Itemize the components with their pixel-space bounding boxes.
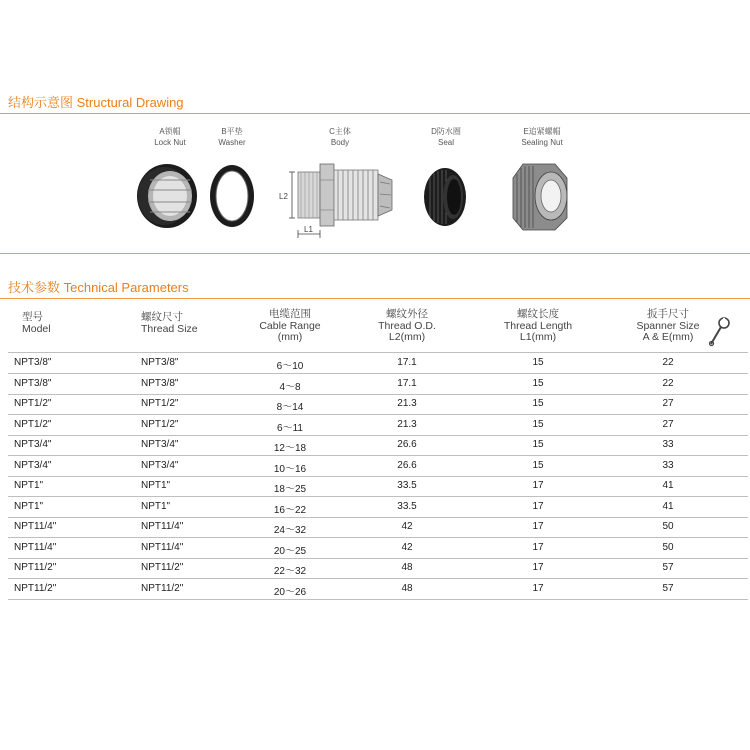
part-body-label bbox=[305, 126, 375, 148]
wrench-icon bbox=[708, 316, 732, 348]
table-cell: 27 bbox=[662, 418, 674, 430]
table-row bbox=[8, 353, 748, 374]
table-row bbox=[8, 579, 748, 600]
table-cell: 20～25 bbox=[273, 545, 307, 557]
header-model bbox=[22, 312, 51, 335]
table-cell: 33 bbox=[662, 459, 674, 471]
table-cell: 41 bbox=[662, 480, 674, 491]
table-cell: 6～11 bbox=[277, 422, 303, 434]
table-cell: 10～16 bbox=[273, 463, 307, 475]
table-cell: 15 bbox=[532, 357, 544, 368]
part-label-en: Washer bbox=[218, 138, 246, 147]
part-label-cn: D防水圈 bbox=[431, 127, 461, 136]
table-cell: 17 bbox=[532, 541, 544, 553]
structural-drawing-title: 结构示意图 Structural Drawing bbox=[8, 95, 184, 110]
table-row bbox=[8, 415, 748, 436]
table-cell: 33 bbox=[662, 439, 674, 450]
header-en2: A & E(mm) bbox=[642, 331, 694, 343]
table-cell: 57 bbox=[662, 562, 674, 573]
table-cell: NPT11/4" bbox=[14, 521, 57, 532]
table-cell: NPT11/2" bbox=[141, 562, 184, 573]
table-cell: 17 bbox=[532, 521, 544, 532]
table-cell: 16～22 bbox=[273, 504, 307, 516]
table-row bbox=[8, 517, 748, 538]
structural-title-rule bbox=[0, 113, 750, 114]
header-en: Thread Size bbox=[141, 322, 198, 335]
table-cell: 17 bbox=[532, 582, 544, 594]
table-row bbox=[8, 435, 748, 456]
table-cell: 41 bbox=[662, 500, 674, 512]
dim-l1-label: L1 bbox=[304, 225, 313, 234]
part-sealing-nut-label bbox=[504, 126, 580, 148]
table-cell: NPT1/2" bbox=[14, 418, 52, 430]
table-cell: 33.5 bbox=[397, 500, 417, 512]
table-cell: 24～32 bbox=[273, 525, 307, 536]
table-cell: NPT1/2" bbox=[14, 398, 52, 409]
table-cell: 4～8 bbox=[279, 381, 301, 393]
table-cell: 50 bbox=[662, 521, 674, 532]
table-cell: NPT11/4" bbox=[14, 541, 57, 553]
header-cn: 电缆范围 bbox=[269, 308, 311, 320]
table-cell: 15 bbox=[532, 377, 544, 389]
table-cell: NPT3/8" bbox=[141, 357, 179, 368]
part-label-en: Lock Nut bbox=[154, 138, 186, 147]
header-cable-range bbox=[245, 309, 335, 344]
table-row bbox=[8, 374, 748, 395]
sealing-nut-drawing bbox=[505, 158, 575, 233]
dim-l2-label: L2 bbox=[279, 192, 288, 201]
table-row bbox=[8, 497, 748, 518]
table-cell: NPT1" bbox=[141, 500, 171, 512]
part-label-cn: A锁帽 bbox=[159, 127, 181, 136]
part-washer-label bbox=[197, 126, 267, 148]
table-cell: 17.1 bbox=[397, 357, 417, 368]
table-cell: 22 bbox=[662, 377, 674, 389]
header-thread-length bbox=[490, 309, 586, 344]
washer-drawing bbox=[207, 160, 257, 230]
technical-title-rule bbox=[0, 298, 750, 299]
header-cn: 扳手尺寸 bbox=[647, 308, 689, 320]
table-cell: 26.6 bbox=[397, 439, 417, 450]
table-cell: 22～32 bbox=[273, 566, 307, 577]
table-cell: 22 bbox=[662, 357, 674, 368]
header-cn: 螺纹外径 bbox=[386, 308, 428, 320]
header-en: Thread Length bbox=[503, 319, 573, 332]
table-cell: NPT1" bbox=[14, 480, 44, 491]
table-cell: NPT3/8" bbox=[141, 377, 179, 389]
table-row bbox=[8, 456, 748, 477]
table-cell: NPT3/4" bbox=[14, 459, 52, 471]
table-row bbox=[8, 538, 748, 559]
table-cell: NPT11/4" bbox=[141, 521, 184, 532]
part-label-cn: B平垫 bbox=[221, 127, 243, 136]
table-cell: 42 bbox=[401, 541, 413, 553]
table-cell: 15 bbox=[532, 439, 544, 450]
table-row bbox=[8, 476, 748, 497]
part-label-cn: E追紧螺帽 bbox=[523, 127, 561, 136]
table-row bbox=[8, 558, 748, 579]
seal-drawing bbox=[420, 165, 470, 230]
table-cell: 48 bbox=[401, 582, 413, 594]
header-spanner-size bbox=[626, 309, 710, 344]
lock-nut-drawing bbox=[132, 160, 202, 230]
header-en: Spanner Size bbox=[636, 319, 700, 332]
table-cell: NPT11/2" bbox=[14, 582, 57, 594]
table-cell: 15 bbox=[532, 459, 544, 471]
table-cell: 6～10 bbox=[276, 361, 304, 372]
table-cell: NPT1" bbox=[14, 500, 44, 512]
header-en: Cable Range bbox=[259, 319, 321, 332]
part-label-en: Seal bbox=[437, 138, 454, 147]
table-cell: 26.6 bbox=[397, 459, 417, 471]
table-cell: 17 bbox=[532, 500, 544, 512]
part-label-en: Body bbox=[330, 138, 350, 147]
table-cell: NPT3/4" bbox=[14, 439, 52, 450]
table-cell: NPT11/4" bbox=[141, 541, 184, 553]
part-label-en: Sealing Nut bbox=[521, 138, 563, 147]
header-en: Thread O.D. bbox=[378, 319, 436, 332]
table-cell: NPT3/4" bbox=[141, 459, 179, 471]
technical-parameters-title: 技术参数 Technical Parameters bbox=[8, 280, 189, 295]
header-en2: L1(mm) bbox=[519, 331, 557, 343]
part-label-cn: C主体 bbox=[329, 127, 351, 136]
table-cell: 21.3 bbox=[397, 418, 417, 430]
header-en2: (mm) bbox=[277, 331, 303, 343]
table-cell: 57 bbox=[662, 582, 674, 594]
header-en2: L2(mm) bbox=[388, 331, 426, 343]
table-cell: 17 bbox=[532, 480, 544, 491]
table-cell: NPT3/4" bbox=[141, 439, 179, 450]
table-cell: 48 bbox=[401, 562, 413, 573]
table-cell: 8～14 bbox=[276, 402, 304, 413]
header-thread-size bbox=[141, 312, 198, 335]
table-cell: 17 bbox=[532, 562, 544, 573]
header-cn: 型号 bbox=[22, 311, 43, 323]
table-cell: 18～25 bbox=[273, 484, 307, 495]
table-cell: NPT1/2" bbox=[141, 418, 179, 430]
table-cell: NPT3/8" bbox=[14, 377, 52, 389]
table-cell: 15 bbox=[532, 398, 544, 409]
table-cell: 17.1 bbox=[397, 377, 417, 389]
header-cn: 螺纹尺寸 bbox=[141, 311, 183, 323]
table-cell: NPT1/2" bbox=[141, 398, 179, 409]
header-en: Model bbox=[22, 322, 51, 335]
table-cell: 33.5 bbox=[397, 480, 417, 491]
table-cell: 15 bbox=[532, 418, 544, 430]
table-cell: 27 bbox=[662, 398, 674, 409]
table-cell: 42 bbox=[401, 521, 413, 532]
table-cell: NPT1" bbox=[141, 480, 171, 491]
table-row bbox=[8, 394, 748, 415]
table-cell: 12～18 bbox=[273, 443, 307, 454]
body-drawing bbox=[272, 150, 402, 250]
table-cell: NPT11/2" bbox=[14, 562, 57, 573]
part-lock-nut-label bbox=[135, 126, 205, 148]
table-header-divider bbox=[8, 352, 748, 353]
table-cell: 20～26 bbox=[273, 586, 307, 598]
table-cell: 21.3 bbox=[397, 398, 417, 409]
table-cell: 50 bbox=[662, 541, 674, 553]
header-thread-od bbox=[362, 309, 452, 344]
part-seal-label bbox=[411, 126, 481, 148]
structural-bottom-rule bbox=[0, 253, 750, 254]
header-cn: 螺纹长度 bbox=[517, 308, 559, 320]
table-cell: NPT11/2" bbox=[141, 582, 184, 594]
table-cell: NPT3/8" bbox=[14, 357, 52, 368]
